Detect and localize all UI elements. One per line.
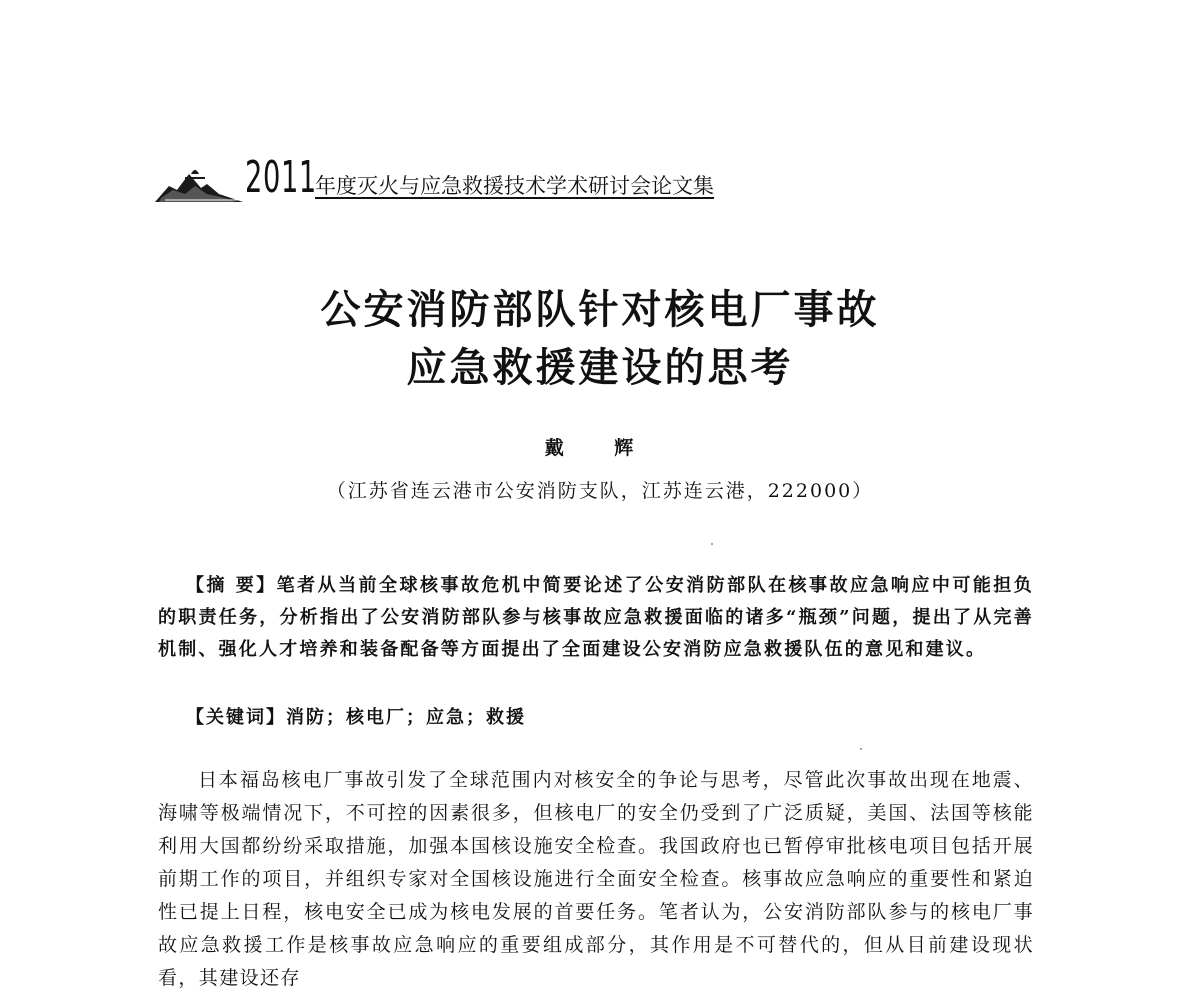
- keywords-text: 消防；核电厂；应急；救援: [286, 707, 526, 728]
- paper-author: 戴 辉: [544, 437, 656, 459]
- proceedings-header: [155, 152, 755, 204]
- scan-speck: [711, 543, 713, 545]
- paper-title-line-2: 应急救援建设的思考: [406, 344, 794, 391]
- abstract-label: 【摘 要】: [186, 575, 277, 596]
- proceedings-series-title: 年度灭火与应急救援技术学术研讨会论文集: [315, 174, 714, 198]
- abstract-text: 笔者从当前全球核事故危机中简要论述了公安消防部队在核事故应急响应中可能担负的职责任务，分析指出了公安消防部队参与核事故应急救援面临的诸多“瓶颈”问题，提出了从完善机制、强化人才培养和装备配备等方面提出了全面建设公安消防应急救援队伍的意见和建议。: [158, 575, 1034, 660]
- body-paragraph: 日本福岛核电厂事故引发了全球范围内对核安全的争论与思考，尽管此次事故出现在地震、海啸等极端情况下，不可控的因素很多，但核电厂的安全仍受到了广泛质疑，美国、法国等核能利用大国都纷纷采取措施，加强本国核设施安全检查。我国政府也已暂停审批核电项目包括开展前期工作的项目，并组织专家对全国核设施进行全面安全检查。核事故应急响应的重要性和紧迫性已提上日程，核电安全已成为核电发展的首要任务。笔者认为，公安消防部队参与的核电厂事故应急救援工作是核事故应急响应的重要组成部分，其作用是不可替代的，但从目前建设现状看，其建设还存: [158, 769, 1034, 989]
- paper-title-line-1: 公安消防部队针对核电厂事故: [320, 286, 880, 333]
- author-affiliation: （江苏省连云港市公安消防支队，江苏连云港，222000）: [326, 480, 874, 502]
- scan-speck: [860, 748, 862, 750]
- keywords-label: 【关键词】: [186, 707, 286, 728]
- mountain-landscape-logo-icon: [155, 164, 243, 202]
- abstract-paragraph: [158, 570, 1034, 666]
- proceedings-year: 2011: [245, 152, 317, 203]
- keywords-line: [186, 702, 526, 734]
